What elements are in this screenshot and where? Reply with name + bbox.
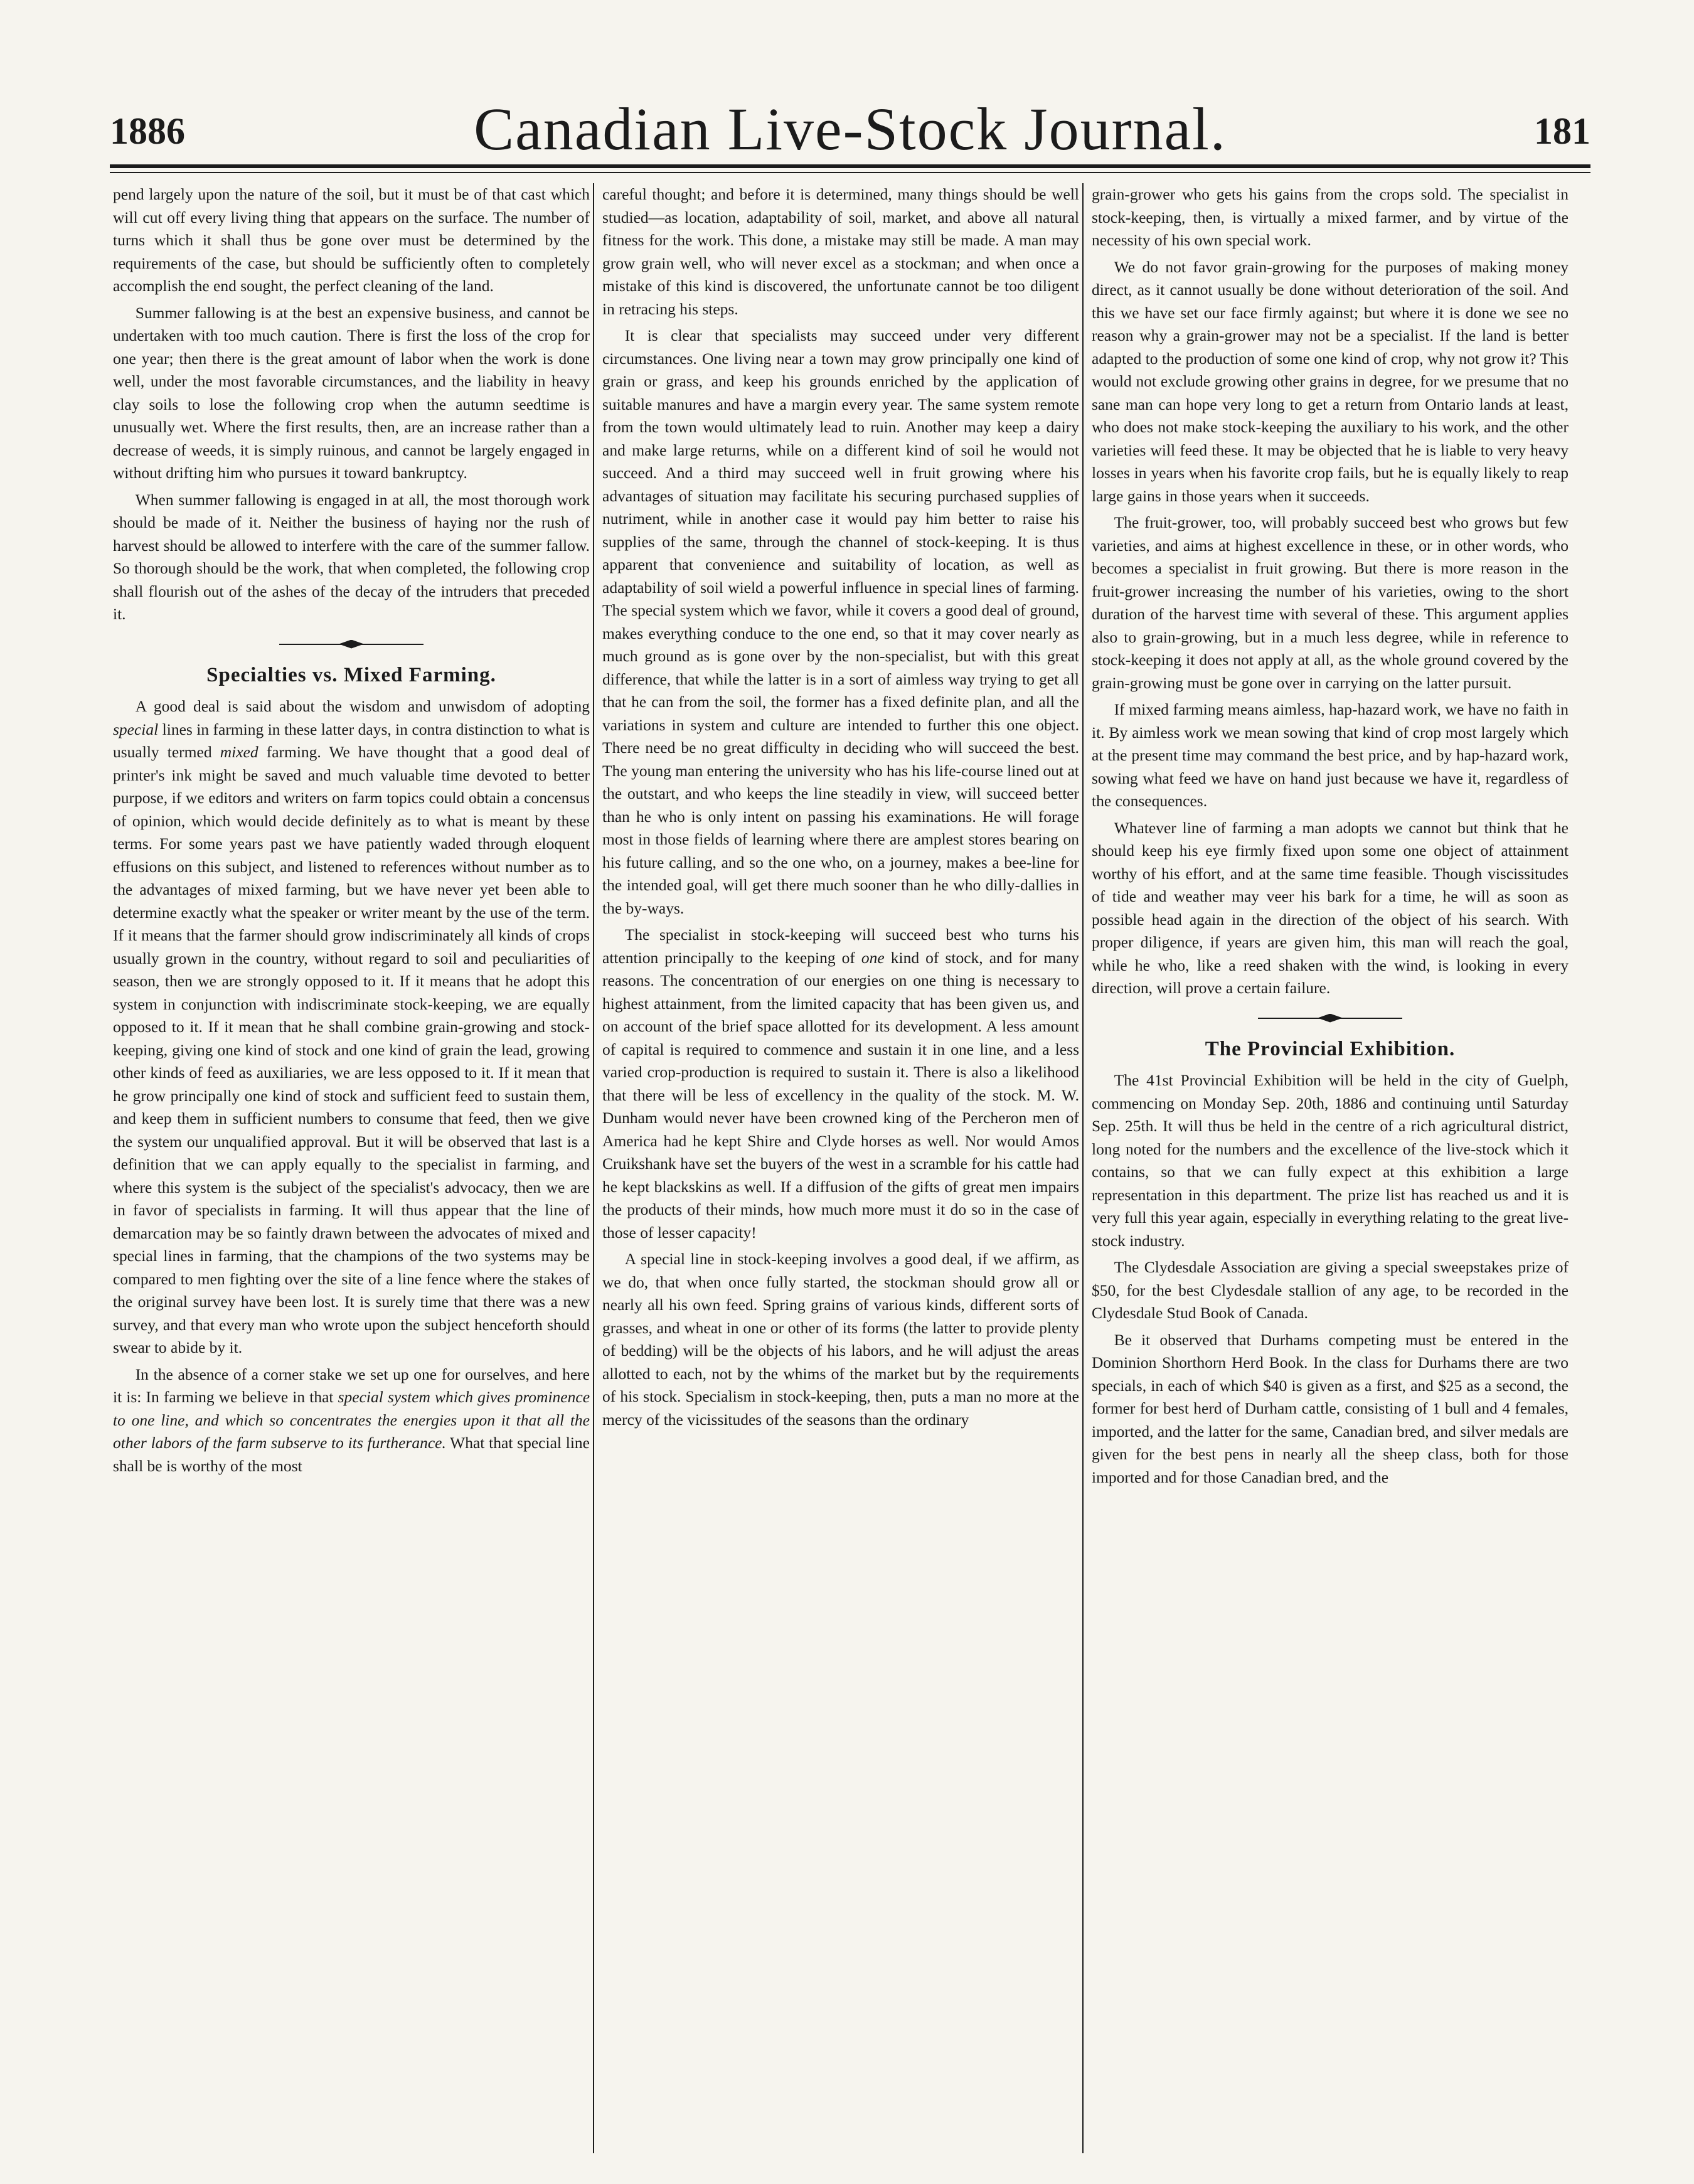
text-run: The specialist in stock-keeping will succeed best who turns his attention principally to the keeping of [602, 925, 1079, 967]
section-title-provincial-exhibition: The Provincial Exhibition. [1205, 1037, 1456, 1060]
paragraph: grain-grower who gets his gains from the crops sold. The specialist in stock-keeping, then, is virtually a mixed farmer, and by virtue of the necessity of his own special work. [1092, 185, 1569, 249]
text-run: A good deal is said about the wisdom and unwisdom of adopting [135, 697, 590, 715]
paragraph: pend largely upon the nature of the soil, but it must be of that cast which will cut off every living thing that appears on the surface. The number of turns which it shall thus be gone over must be determined by the requirements of the case, but should be sufficiently often to completely accomplish the end sought, the perfect cleaning of the land. [113, 185, 590, 295]
paragraph: The Clydesdale Association are giving a special sweepstakes prize of $50, for the best Clydesdale stallion of any age, to be recorded in the Clydesdale Stud Book of Canada. [1092, 1258, 1569, 1322]
paragraph: The 41st Provincial Exhibition will be held in the city of Guelph, commencing on Monday Sep. 20th, 1886 and continuing until Saturday Sep. 25th. It will thus be held in the centre of a rich agricultural district, long noted for the numbers and the excellence of the live-stock which it contains, so that we can fully expect at this exhibition a large representation in this department. The prize list has reached us and it is very full this year again, especially in everything relating to the great live-stock industry. [1092, 1071, 1569, 1250]
text-run: kind of stock, and for many reasons. The concentration of our energies on one thing is necessary to highest attainment, from the limited capacity that has been given us, and on account of the brief space allotted for its development. A less amount of capital is required to commence and sustain it in one line, and a less varied crop-production is required to sustain it. There is also a likelihood that there will be less of excellency in the quality of the stock. M. W. Dunham would never have been crowned king of the Percheron men of America had he kept Shire and Clyde horses as well. Nor would Amos Cruikshank have set the buyers of the west in a scramble for his cattle had he kept blackskins as well. If a diffusion of the gifts of great men impairs the products of their minds, how much more must it do so in the case of those of lesser capacity! [602, 948, 1079, 1242]
paragraph: careful thought; and before it is determined, many things should be well studied—as location, adaptability of soil, market, and above all natural fitness for the work. This done, a mistake may still be made. A man may grow grain well, who will never excel as a stockman; and when once a mistake of this kind is discovered, the unfortunate cannot be too diligent in retracing his steps. [602, 185, 1079, 318]
paragraph: Summer fallowing is at the best an expensive business, and cannot be undertaken with too much caution. There is first the loss of the crop for one year; then there is the great amount of labor when the work is done well, under the most favorable circumstances, and the liability in heavy clay soils to lose the following crop when the autumn seedtime is unusually wet. Where the first results, then, are an increase rather than a decrease of weeds, it is simply ruinous, and cannot be largely engaged in without drifting him who pursues it toward bankruptcy. [113, 303, 590, 482]
running-head [110, 94, 1590, 163]
text-run: What that special line shall be is worthy of the most [113, 1434, 590, 1475]
header-year: 1886 [110, 110, 185, 152]
section-ornament [279, 639, 424, 650]
page-number: 181 [1534, 110, 1590, 152]
paragraph: It is clear that specialists may succeed under very different circumstances. One living near a town may grow principally one kind of grain or grass, and keep his grounds enriched by the application of suitable manures and have a margin every year. The same system remote from the town would ultimately lead to ruin. Another may keep a dairy and make large returns, while on a different kind of soil he would not succeed. And a third may succeed well in fruit growing where his advantages of situation may facilitate his securing purchased supplies of nutriment, while in another case it would pay him better to raise his supplies of the same, through the channel of stock-keeping. It is thus apparent that convenience and suitability of location, as well as adaptability of soil wield a powerful influence in special lines of farming. The special system which we favor, while it covers a good deal of ground, makes everything conduce to the one end, so that it may cover nearly as much ground as is gone over by the non-specialist, but with this great difference, that while the latter is in a sort of aimless way trying to get all that he can from the soil, the former has a fixed definite plan, and all the variations in system and culture are intended to further this one object. There need be no great difficulty in deciding who will succeed the best. The young man entering the university who has his life-course lined out at the outstart, and who keeps the line steadily in view, will succeed better than he who is only intent on passing his examinations. He will forage most in those fields of learning where there are amplest stores bearing on his future calling, and so the one who, on a journey, makes a bee-line for the intended goal, will get there much sooner than he who dilly-dallies in the by-ways. [602, 326, 1079, 917]
paragraph: Be it observed that Durhams competing must be entered in the Dominion Shorthorn Herd Book. In the class for Durhams there are two specials, in each of which $40 is given as a first, and $25 as a second, the former for best herd of Durham cattle, consisting of 1 bull and 4 females, imported, and the latter for the same, Canadian bred, and silver medals are given for the best pens in nearly all the sheep class, both for those imported and for those Canadian bred, and the [1092, 1330, 1569, 1486]
emphasis: mixed [220, 743, 258, 761]
emphasis: special system which gives prominence to one line, and which so concentrates the energies upon it that all the other labors of the farm subserve to its furtherance. [113, 1388, 590, 1452]
emphasis: one [861, 948, 885, 967]
paragraph: We do not favor grain-growing for the purposes of making money direct, as it cannot usually be done without deterioration of the soil. And this we have set our face firmly against; but where it is done we see no reason why a grain-grower may not be a specialist. If the land is better adapted to the production of some one kind of crop, why not grow it? This would not exclude growing other grains in degree, for we presume that no sane man can hope very long to get a return from Ontario lands at least, who does not make stock-keeping the auxiliary to his work, and the other varieties will feed these. It may be objected that he is liable to very heavy losses in years when his favorite crop fails, but he is equally likely to reap large gains in those years when it succeeds. [1092, 257, 1569, 505]
column-rule-2 [1082, 183, 1084, 2153]
paragraph: A special line in stock-keeping involves a good deal, if we affirm, as we do, that when once fully started, the stockman should grow all or nearly all his own feed. Spring grains of various kinds, different sorts of grasses, and wheat in one or other of its forms (the latter to provide plenty of bedding) will be the objects of his labors, and he will adjust the areas allotted to each, not by the whims of the market but by the requirements of his stock. Specialism in stock-keeping, then, puts a man no more at the mercy of the vicissitudes of the seasons than the ordinary [602, 1250, 1079, 1429]
column-3 [1092, 183, 1569, 2160]
emphasis: special [113, 720, 159, 738]
paragraph: When summer fallowing is engaged in at all, the most thorough work should be made of it. Neither the business of haying nor the rush of harvest should be allowed to interfere with the care of the summer fallow. So thorough should be the work, that when completed, the following crop shall flourish out of the ashes of the decay of the intruders that preceded it. [113, 490, 590, 623]
paragraph: The fruit-grower, too, will probably succeed best who grows but few varieties, and aims at highest excellence in these, or in other words, who becomes a specialist in fruit growing. But there is more reason in the fruit-grower increasing the number of his varieties, owing to the short duration of the harvest time with several of these. This argument applies also to grain-growing, but in a much less degree, while in reference to stock-keeping it does not apply at all, as the whole ground covered by the grain-growing must be gone over in carrying on the latter pursuit. [1092, 513, 1569, 692]
paragraph: If mixed farming means aimless, hap-hazard work, we have no faith in it. By aimless work we mean sowing that kind of crop most largely which at the present time may command the best price, and by hap-hazard work, sowing what feed we have on hand just because we have it, regardless of the consequences. [1092, 700, 1569, 810]
text-run: lines in farming in these latter days, in contra distinction to what is usually termed [113, 720, 590, 761]
header-rule [110, 164, 1590, 168]
header-rule-thin [110, 172, 1590, 173]
column-rule-1 [593, 183, 594, 2153]
journal-title: Canadian Live-Stock Journal. [474, 95, 1227, 162]
section-ornament [1258, 1013, 1402, 1024]
paragraph [113, 695, 590, 1360]
section-title-specialties: Specialties vs. Mixed Farming. [206, 663, 496, 686]
paragraph: Whatever line of farming a man adopts we cannot but think that he should keep his eye firmly fixed upon some one object of attainment worthy of his effort, and at the same time feasible. Though viscissitudes of tide and weather may veer his bark for a time, he will as soon as possible head again in the direction of the object of his search. With proper diligence, if years are given him, this man will reach the goal, while he who, like a reed shaken with the wind, is looking in every direction, will prove a certain failure. [1092, 818, 1569, 997]
column-1 [113, 183, 590, 2160]
text-run: farming. We have thought that a good deal of printer's ink might be saved and much valuable time devoted to better purpose, if we editors and writers on farm topics could obtain a concensus of opinion, which would decide definitely as to what is meant by these terms. For some years past we have patiently waded through eloquent effusions on this subject, and listened to references without number as to the advantages of mixed farming, but we have never yet been able to determine exactly what the speaker or writer meant by the use of the term. If it means that the farmer should grow indiscriminately all kinds of crops usually grown in the country, without regard to soil and peculiarities of season, then we are strongly opposed to it. If it means that he adopt this system in conjunction with indiscriminate stock-keeping, we are equally opposed to it. If it mean that he shall combine grain-growing and stock-keeping, giving one kind of stock and one kind of grain the lead, growing other kinds of feed as auxiliaries, we are less opposed to it. If it mean that he grow principally one kind of stock and sufficient feed to sustain them, and keep them in sufficient numbers to consume that feed, then we give the system our unqualified approval. But it will be observed that last is a definition that we can apply equally to the specialist in farming, and where this system is the subject of the specialist's advocacy, then we are in favor of specialists in farming. It will thus appear that the line of demarcation may be so faintly drawn between the advocates of mixed and special lines in farming, that the champions of the two systems may be compared to men fighting over the site of a line fence where the stakes of the original survey have been lost. It is surely time that there was a new survey, and that every man who wrote upon the subject henceforth should swear to abide by it. [113, 743, 590, 1356]
paragraph [602, 924, 1079, 1244]
column-2 [602, 183, 1079, 2160]
text-run: In the absence of a corner stake we set up one for ourselves, and here it is: In farming we believe in that [113, 1365, 590, 1406]
paragraph [113, 1363, 590, 1478]
